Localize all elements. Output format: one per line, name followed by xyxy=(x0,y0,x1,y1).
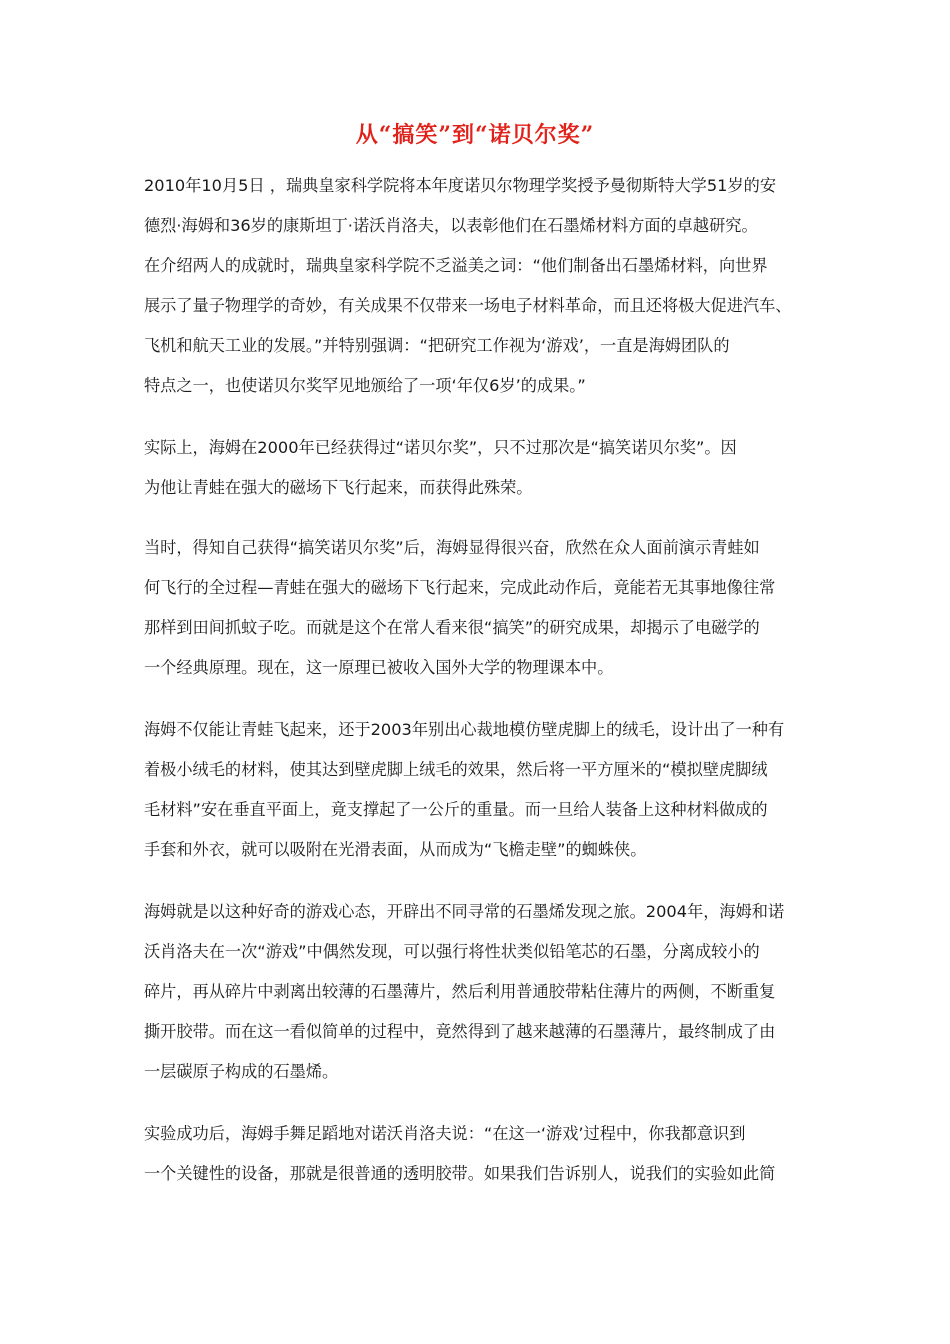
text-line: 手套和外衣，就可以吸附在光滑表面，从而成为“飞檐走壁”的蜘蛛侠。 xyxy=(144,840,647,859)
text-line: 毛材料”安在垂直平面上，竟支撑起了一公斤的重量。而一旦给人装备上这种材料做成的 xyxy=(144,800,768,819)
text-line: 展示了量子物理学的奇妙，有关成果不仅带来一场电子材料革命，而且还将极大促进汽车、 xyxy=(144,296,792,315)
text-line: 碎片，再从碎片中剥离出较薄的石墨薄片，然后利用普通胶带粘住薄片的两侧，不断重复 xyxy=(144,982,776,1001)
text-line: 撕开胶带。而在这一看似简单的过程中，竟然得到了越来越薄的石墨薄片，最终制成了由 xyxy=(144,1022,776,1041)
text-line: 何飞行的全过程—青蛙在强大的磁场下飞行起来，完成此动作后，竟能若无其事地像往常 xyxy=(144,578,776,597)
paragraph-3 xyxy=(144,528,816,688)
text-line: 海姆就是以这种好奇的游戏心态，开辟出不同寻常的石墨烯发现之旅。2004年，海姆和诺 xyxy=(144,902,785,921)
text-line: 当时，得知自己获得“搞笑诺贝尔奖”后，海姆显得很兴奋，欣然在众人面前演示青蛙如 xyxy=(144,538,760,557)
paragraph-5 xyxy=(144,892,816,1092)
text-line: 在介绍两人的成就时，瑞典皇家科学院不乏溢美之词：“他们制备出石墨烯材料，向世界 xyxy=(144,256,768,275)
text-line: 一个经典原理。现在，这一原理已被收入国外大学的物理课本中。 xyxy=(144,658,614,677)
text-line: 一层碳原子构成的石墨烯。 xyxy=(144,1062,339,1081)
paragraph-4 xyxy=(144,710,816,870)
text-line: 德烈·海姆和36岁的康斯坦丁·诺沃肖洛夫，以表彰他们在石墨烯材料方面的卓越研究。 xyxy=(144,216,758,235)
text-line: 一个关键性的设备，那就是很普通的透明胶带。如果我们告诉别人，说我们的实验如此简 xyxy=(144,1164,776,1183)
text-line: 2010年10月5日 ，瑞典皇家科学院将本年度诺贝尔物理学奖授予曼彻斯特大学51岁的安 xyxy=(144,176,777,195)
text-line: 特点之一，也使诺贝尔奖罕见地颁给了一项‘年仅6岁’的成果。” xyxy=(144,376,586,395)
text-line: 那样到田间抓蚊子吃。而就是这个在常人看来很“搞笑”的研究成果，却揭示了电磁学的 xyxy=(144,618,760,637)
article-title: 从“搞笑”到“诺贝尔奖” xyxy=(355,122,595,148)
text-line: 实验成功后，海姆手舞足蹈地对诺沃肖洛夫说：“在这一‘游戏’过程中，你我都意识到 xyxy=(144,1124,746,1143)
text-line: 着极小绒毛的材料，使其达到壁虎脚上绒毛的效果，然后将一平方厘米的“模拟壁虎脚绒 xyxy=(144,760,768,779)
paragraph-6 xyxy=(144,1114,816,1194)
text-line: 飞机和航天工业的发展。”并特别强调：“把研究工作视为‘游戏’，一直是海姆团队的 xyxy=(144,336,730,355)
paragraph-2 xyxy=(144,428,816,508)
text-line: 为他让青蛙在强大的磁场下飞行起来，而获得此殊荣。 xyxy=(144,478,533,497)
paragraph-1 xyxy=(144,166,816,406)
text-line: 沃肖洛夫在一次“游戏”中偶然发现，可以强行将性状类似铅笔芯的石墨，分离成较小的 xyxy=(144,942,760,961)
text-line: 实际上，海姆在2000年已经获得过“诺贝尔奖”，只不过那次是“搞笑诺贝尔奖”。因 xyxy=(144,438,737,457)
text-line: 海姆不仅能让青蛙飞起来，还于2003年别出心裁地模仿壁虎脚上的绒毛，设计出了一种有 xyxy=(144,720,785,739)
